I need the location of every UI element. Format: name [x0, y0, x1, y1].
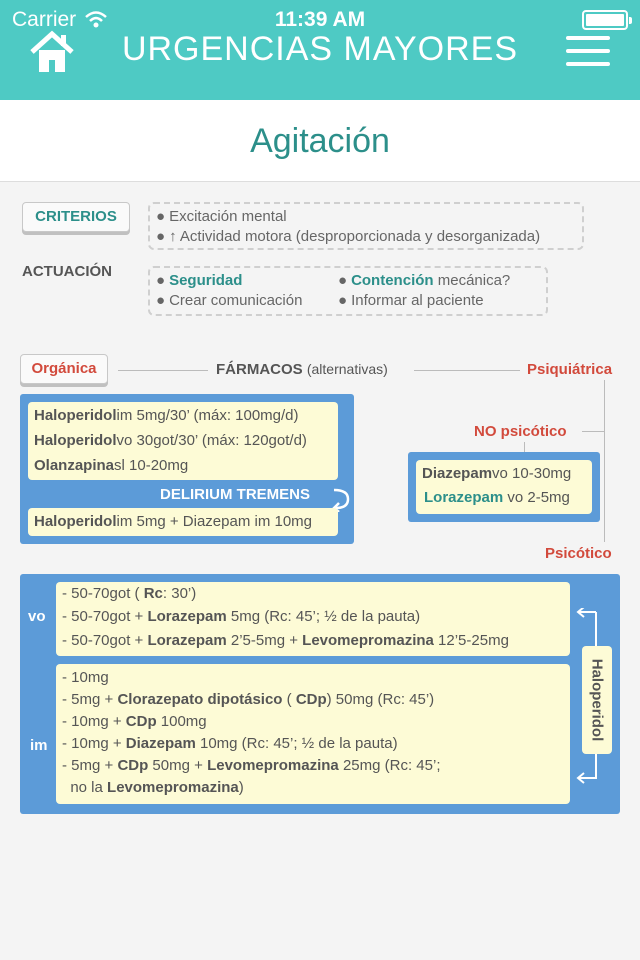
hamburger-menu-icon — [566, 36, 610, 40]
list-item: Lorazepam vo 2-5mg — [424, 489, 570, 506]
list-item: no la Levomepromazina) — [62, 779, 244, 796]
criterio-item: ● ↑ Actividad motora (desproporcionada y desorganizada) — [156, 228, 541, 245]
list-item: Haloperidolvo 30got/30’ (máx: 120got/d) — [34, 432, 307, 449]
list-item: Olanzapinasl 10-20mg — [34, 457, 189, 474]
list-item: - 50-70got + Lorazepam 5mg (Rc: 45’; ½ de la pauta) — [62, 608, 421, 625]
battery-icon — [582, 10, 628, 30]
carrier-label: Carrier — [12, 8, 77, 31]
route-label-vo: vo — [28, 608, 46, 625]
list-item: - 5mg + Clorazepato dipotásico ( CDp) 50mg (Rc: 45’) — [62, 691, 435, 708]
page-title-band — [0, 100, 640, 182]
drug-name: Lorazepam — [147, 608, 227, 625]
actuacion-item: ● Informar al paciente — [338, 292, 484, 309]
drug-name: CDp — [117, 757, 149, 774]
drug-name: Levomepromazina — [107, 779, 239, 796]
no-psicotico-label: NO psicótico — [474, 423, 567, 440]
farmacos-header: FÁRMACOS (alternativas) — [216, 361, 388, 378]
haloperidol-side-badge: Haloperidol — [582, 646, 612, 754]
menu-button[interactable] — [566, 36, 610, 66]
list-item: - 10mg + Diazepam 10mg (Rc: 45’; ½ de la pauta) — [62, 735, 398, 752]
drug-name: Lorazepam — [147, 632, 227, 649]
drug-name: CDp — [295, 691, 327, 708]
organica-button[interactable]: Orgánica — [20, 354, 108, 384]
list-item: - 50-70got + Lorazepam 2’5-5mg + Levomepromazina 12’5-25mg — [62, 632, 509, 649]
organica-drug-list — [28, 402, 338, 480]
drug-name: Rc — [143, 585, 163, 602]
list-item: Haloperidolim 5mg + Diazepam im 10mg — [34, 513, 312, 530]
list-item: Diazepamvo 10-30mg — [422, 465, 572, 482]
psiquiatrica-label: Psiquiátrica — [527, 361, 613, 378]
psicotico-im-list — [56, 664, 570, 804]
top-bar — [0, 0, 640, 100]
page-title: Agitación — [250, 122, 390, 160]
delirium-drug-box — [28, 508, 338, 536]
list-item: - 10mg + CDp 100mg — [62, 713, 207, 730]
list-item: Haloperidolim 5mg/30’ (máx: 100mg/d) — [34, 407, 299, 424]
actuacion-item: ● Crear comunicación — [156, 292, 303, 309]
psicotico-vo-list — [56, 582, 570, 656]
list-item: - 50-70got ( Rc: 30’) — [62, 585, 197, 602]
drug-name: Diazepam — [125, 735, 196, 752]
actuacion-box — [148, 266, 548, 316]
list-item: - 10mg — [62, 669, 109, 686]
route-label-im: im — [30, 737, 48, 754]
actuacion-label: ACTUACIÓN — [22, 263, 112, 280]
criterios-box — [148, 202, 584, 250]
app-title: URGENCIAS MAYORES — [121, 30, 519, 68]
actuacion-item: ● Seguridad — [156, 272, 243, 289]
no-psicotico-drug-list — [416, 460, 592, 514]
drug-name: Clorazepato dipotásico — [117, 691, 283, 708]
status-time: 11:39 AM — [274, 8, 366, 31]
delirium-tremens-label: DELIRIUM TREMENS — [160, 486, 310, 503]
drug-name: Levomepromazina — [207, 757, 339, 774]
drug-name: CDp — [125, 713, 157, 730]
drug-name: Levomepromazina — [302, 632, 434, 649]
arrow-up-icon: ↑ — [169, 228, 177, 245]
actuacion-item: ● Contención mecánica? — [338, 272, 511, 289]
criterios-button[interactable]: CRITERIOS — [22, 202, 130, 232]
criterio-item: ● Excitación mental — [156, 208, 287, 225]
list-item: - 5mg + CDp 50mg + Levomepromazina 25mg (Rc: 45’; — [62, 757, 441, 774]
psicotico-label: Psicótico — [545, 545, 612, 562]
